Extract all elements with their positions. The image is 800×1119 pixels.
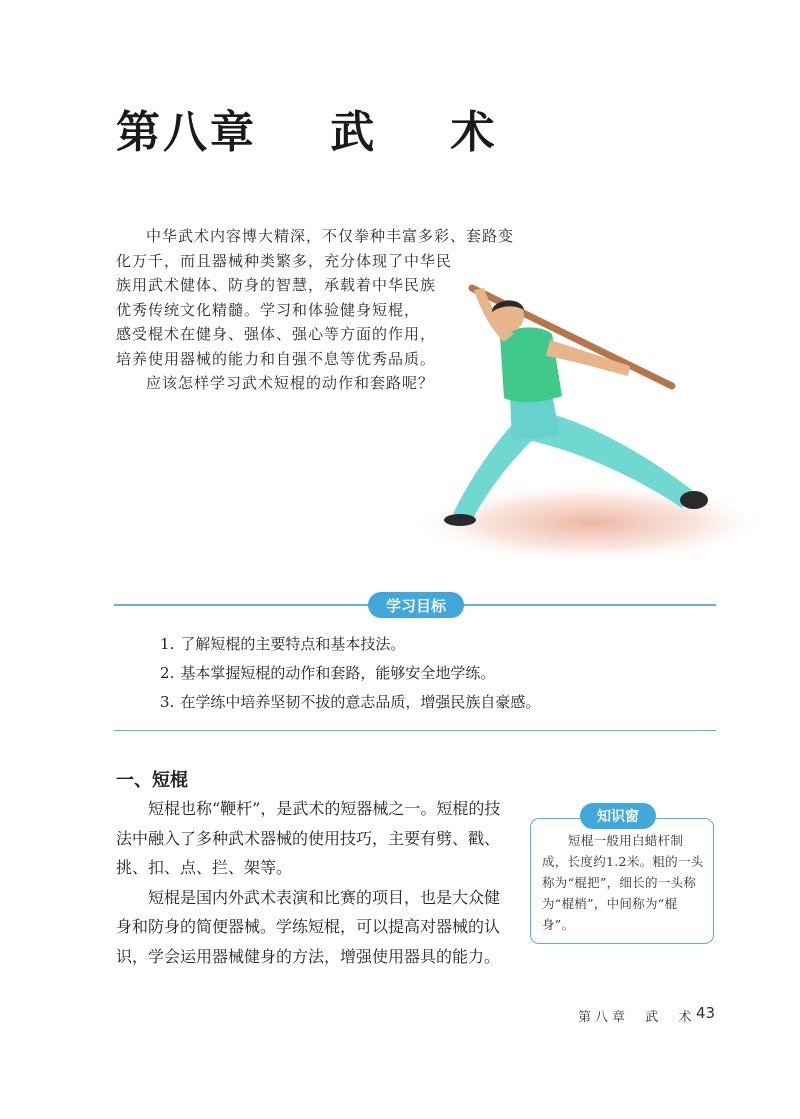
left-shoe	[444, 514, 476, 526]
intro-line: 中华武术内容博大精深，不仅拳种丰富多彩、套路变	[146, 227, 515, 245]
right-shoe	[680, 491, 708, 509]
intro-line: 感受棍术在健身、强体、强心等方面的作用，	[116, 325, 437, 343]
objectives-badge: 学习目标	[368, 592, 464, 618]
body-paragraph: 短棍是国内外武术表演和比赛的项目，也是大众健身和防身的简便器械。学练短棍，可以提高对器械的认识，学会运用器械健身的方法，增强使用器具的能力。	[116, 887, 501, 966]
chapter-title: 第八章 武 术	[116, 107, 498, 158]
objective-item: 3. 在学练中培养坚韧不拔的意志品质，增强民族自豪感。	[160, 693, 541, 711]
page-number: 43	[696, 1004, 716, 1022]
objectives-list	[160, 630, 540, 717]
knowledge-text: 短棍一般用白蜡杆制成，长度约1.2米。粗的一头称为“棍把”，细长的一头称为“棍梢”，中间称为“棍身”。	[542, 833, 704, 932]
objective-item: 1. 了解短棍的主要特点和基本技法。	[160, 635, 406, 653]
section-heading: 一、短棍	[116, 770, 188, 791]
torso	[500, 327, 562, 402]
objective-item: 2. 基本掌握短棍的动作和套路，能够安全地学练。	[160, 664, 496, 682]
section-body	[116, 794, 508, 971]
martial-artist-photo	[400, 268, 770, 568]
divider	[114, 730, 716, 731]
intro-line: 族用武术健体、防身的智慧，承载着中华民族	[116, 276, 437, 294]
intro-line: 化万千，而且器械种类繁多，充分体现了中华民	[116, 251, 453, 270]
intro-line: 应该怎样学习武术短棍的动作和套路呢？	[146, 374, 435, 392]
body-paragraph: 短棍也称“鞭杆”，是武术的短器械之一。短棍的技法中融入了多种武术器械的使用技巧，主要有劈、戳、挑、扣、点、拦、架等。	[116, 799, 501, 877]
running-footer: 第八章 武 术	[578, 1010, 696, 1025]
intro-line: 优秀传统文化精髓。学习和体验健身短棍，	[116, 300, 421, 319]
learning-objectives	[114, 592, 716, 732]
intro-line: 培养使用器械的能力和自强不息等优秀品质。	[116, 349, 437, 368]
knowledge-badge: 知识窗	[580, 803, 656, 829]
